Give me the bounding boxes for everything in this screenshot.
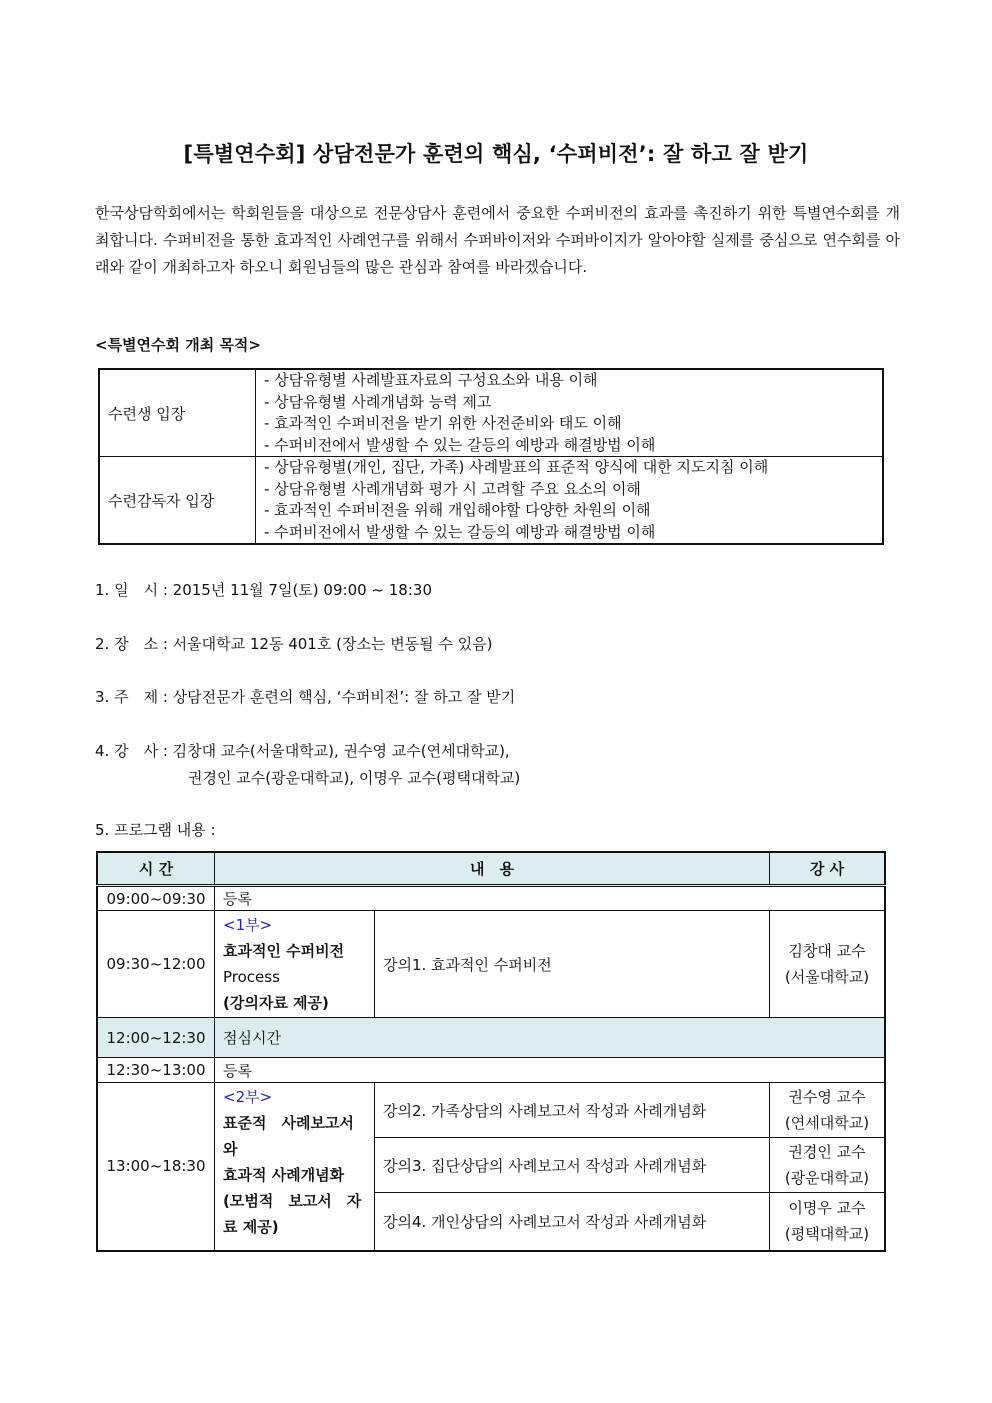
- part-title: 표준적 사례보고서: [223, 1114, 354, 1132]
- goals-items: [256, 457, 884, 545]
- speaker-cell: [770, 1138, 886, 1193]
- info-speakers-line2: 권경인 교수(광운대학교), 이명우 교수(평택대학교): [188, 769, 521, 787]
- goal-item: - 상담유형별 사례발표자료의 구성요소와 내용 이해: [264, 371, 598, 389]
- part-note: (강의자료 제공): [223, 994, 329, 1012]
- lecture-cell: 강의4. 개인상담의 사례보고서 작성과 사례개념화: [375, 1193, 770, 1251]
- program-row: [97, 911, 885, 1018]
- goals-role: 수련생 입장: [99, 369, 256, 457]
- speaker-affiliation: (서울대학교): [784, 968, 870, 986]
- speaker-name: 권수영 교수: [788, 1088, 866, 1106]
- part2-title-cell: [215, 1083, 375, 1251]
- goal-item: - 수퍼비전에서 발생할 수 있는 갈등의 예방과 해결방법 이해: [264, 435, 656, 454]
- goal-item: - 효과적인 수퍼비전을 위해 개입해야할 다양한 차원의 이해: [264, 501, 651, 519]
- info-topic: 3. 주 제 : 상담전문가 훈련의 핵심, ‘수퍼비전’: 잘 하고 잘 받기: [95, 688, 516, 706]
- part-note: (모범적 보고서 자: [223, 1192, 362, 1210]
- goals-heading: <특별연수회 개최 목적>: [95, 336, 261, 354]
- header-time: 시 간: [97, 852, 215, 886]
- part-label: <1부>: [223, 916, 273, 934]
- goals-row: [99, 369, 883, 457]
- speaker-affiliation: (광운대학교): [784, 1169, 870, 1187]
- part-label: <2부>: [223, 1088, 273, 1106]
- header-content: 내 용: [215, 852, 770, 886]
- info-speakers-line1: 4. 강 사 : 김창대 교수(서울대학교), 권수영 교수(연세대학교),: [95, 742, 510, 760]
- part1-title-cell: [215, 911, 375, 1018]
- goal-item: - 효과적인 수퍼비전을 받기 위한 사전준비와 태도 이해: [264, 414, 622, 432]
- speaker-affiliation: (연세대학교): [784, 1114, 870, 1132]
- row-time: 12:30~13:00: [97, 1058, 215, 1083]
- header-speaker: 강 사: [770, 852, 886, 886]
- program-row: [97, 1018, 885, 1058]
- speaker-cell: [770, 1193, 886, 1251]
- intro-paragraph: 한국상담학회에서는 학회원들을 대상으로 전문상담사 훈련에서 중요한 수퍼비전의 효과를 촉진하기 위한 특별연수회를 개최합니다. 수퍼비전을 통한 효과적인 사례연구를 위해서 수퍼바이저와 수퍼바이지가 알아야할 실제를 중심으로 연수회를 아래와 같이 개최하고자 하오니 회원님들의 많은 관심과 참여를 바라겠습니다.: [95, 204, 900, 276]
- row-time: 09:30~12:00: [97, 911, 215, 1018]
- speaker-name: 김창대 교수: [788, 942, 866, 960]
- lecture-cell: 강의1. 효과적인 수퍼비전: [375, 911, 770, 1018]
- program-row: [97, 886, 885, 911]
- part-title: 효과적 사례개념화: [223, 1166, 345, 1184]
- goal-item: - 상담유형별 사례개념화 평가 시 고려할 주요 요소의 이해: [264, 479, 641, 498]
- speaker-cell: [770, 1083, 886, 1138]
- goal-item: - 상담유형별 사례개념화 능력 제고: [264, 392, 492, 411]
- part-note: 료 제공): [223, 1218, 279, 1236]
- speaker-name: 이명우 교수: [788, 1199, 866, 1218]
- program-row: [97, 1083, 885, 1138]
- info-speakers: [95, 738, 520, 792]
- info-place: 2. 장 소 : 서울대학교 12동 401호 (장소는 변동될 수 있음): [95, 635, 493, 653]
- info-program-heading: 5. 프로그램 내용 :: [95, 821, 216, 839]
- part-title: Process: [223, 968, 280, 986]
- program-table: [96, 851, 886, 1252]
- goals-table: [98, 368, 884, 545]
- goals-items: [256, 369, 884, 457]
- speaker-affiliation: (평택대학교): [784, 1225, 870, 1244]
- row-content: 점심시간: [215, 1018, 886, 1058]
- goal-item: - 상담유형별(개인, 집단, 가족) 사례발표의 표준적 양식에 대한 지도지침 이해: [264, 458, 769, 476]
- lecture-cell: 강의3. 집단상담의 사례보고서 작성과 사례개념화: [375, 1138, 770, 1193]
- goals-row: [99, 457, 883, 545]
- row-time: 09:00~09:30: [97, 886, 215, 911]
- part-title: 와: [223, 1140, 238, 1158]
- speaker-cell: [770, 911, 886, 1018]
- program-row: [97, 1058, 885, 1083]
- program-header-row: [97, 852, 885, 886]
- speaker-name: 권경인 교수: [788, 1143, 866, 1161]
- lecture-cell: 강의2. 가족상담의 사례보고서 작성과 사례개념화: [375, 1083, 770, 1138]
- row-time: 13:00~18:30: [97, 1083, 215, 1251]
- row-time: 12:00~12:30: [97, 1018, 215, 1058]
- part-title: 효과적인 수퍼비전: [223, 942, 345, 960]
- row-content: 등록: [215, 886, 886, 911]
- info-date: 1. 일 시 : 2015년 11월 7일(토) 09:00 ~ 18:30: [95, 581, 432, 599]
- goal-item: - 수퍼비전에서 발생할 수 있는 갈등의 예방과 해결방법 이해: [264, 522, 656, 541]
- row-content: 등록: [215, 1058, 886, 1083]
- page-title: [특별연수회] 상담전문가 훈련의 핵심, ‘수퍼비전’: 잘 하고 잘 받기: [183, 142, 809, 166]
- goals-role: 수련감독자 입장: [99, 457, 256, 545]
